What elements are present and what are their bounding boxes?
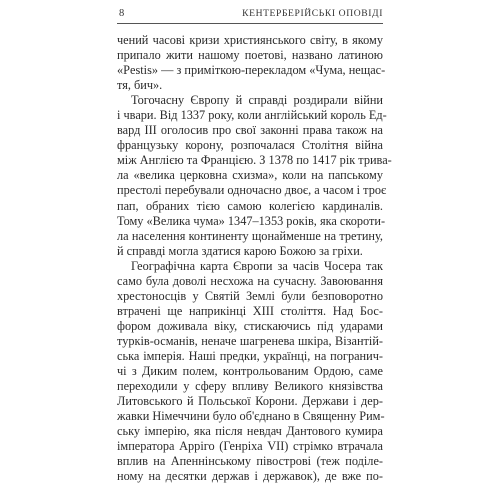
text-line: «Pestis» — з приміткою-перекладом «Чума, нещас- [117, 63, 386, 78]
text-line: само була доволі несхожа на сучасну. Завоювання [117, 273, 383, 288]
text-line: вплив на Апеннінському півострові (теж поділе- [117, 454, 383, 469]
text-line: ному на десятки держав і державок), де вже по- [117, 469, 383, 484]
text-line: між Англією та Францією. З 1378 по 1417 рік трива- [117, 153, 392, 168]
page-number: 8 [119, 8, 125, 19]
text-line: Тому «Велика чума» 1347–1353 років, яка скороти- [117, 213, 386, 228]
text-line: ла населення континенту щонайменше на третину, [117, 228, 383, 243]
text-line: турків-османів, неначе шагренева шкіра, Візантій- [117, 333, 383, 348]
text-line: ська імперія. Наші предки, українці, на погранич- [117, 348, 383, 363]
text-line: пап, обраних тією самою колегією кардиналів. [117, 198, 383, 213]
text-line: припало жити нашому поетові, названо латиною [117, 48, 383, 63]
text-line: престолі перебували одночасно двоє, а часом і троє [117, 183, 387, 198]
text-line: французьку корону, розпочалася Столітня війна [117, 138, 383, 153]
text-line: ську імперію, яка після невдач Дантового кумира [117, 424, 383, 439]
text-line: імператора Арріго (Генріха VII) стрімко втрачала [117, 439, 383, 454]
text-line: Географічна карта Європи за часів Чосера так [131, 258, 383, 273]
text-line: переходили у сферу впливу Великого князівства [117, 379, 383, 394]
body-text [117, 33, 392, 484]
page-header [117, 8, 383, 22]
text-line: і чвари. Від 1337 року, коли англійський король Ед- [117, 108, 387, 123]
text-line: Литовського й Польської Корони. Держави і дер- [117, 394, 383, 409]
text-line: ла «велика церковна схизма», коли на папському [117, 168, 383, 183]
text-line: й справді могла здатися карою Божою за гріхи. [117, 243, 363, 258]
text-line: Тогочасну Європу й справді роздирали війни [131, 93, 383, 108]
text-line: хрестоносців у Святій Землі були безповоротно [117, 288, 383, 303]
running-title: КЕНТЕРБЕРІЙСЬКІ ОПОВІДІ [242, 8, 383, 19]
text-line: тя, бич». [117, 78, 163, 93]
header-rule [117, 23, 383, 24]
text-line: вард III оголосив про свої законні права також на [117, 123, 383, 138]
text-line: чений часові кризи християнського світу, в якому [117, 33, 383, 47]
text-line: чі з Диким полем, контрольованим Ордою, саме [117, 364, 383, 379]
text-line: втрачені ще наприкінці XIII століття. Над Бос- [117, 303, 383, 318]
text-line: фором доживала віку, стискаючись під ударами [117, 318, 383, 333]
text-line: жавки Німеччини було об'єднано в Священну Рим- [117, 409, 385, 424]
